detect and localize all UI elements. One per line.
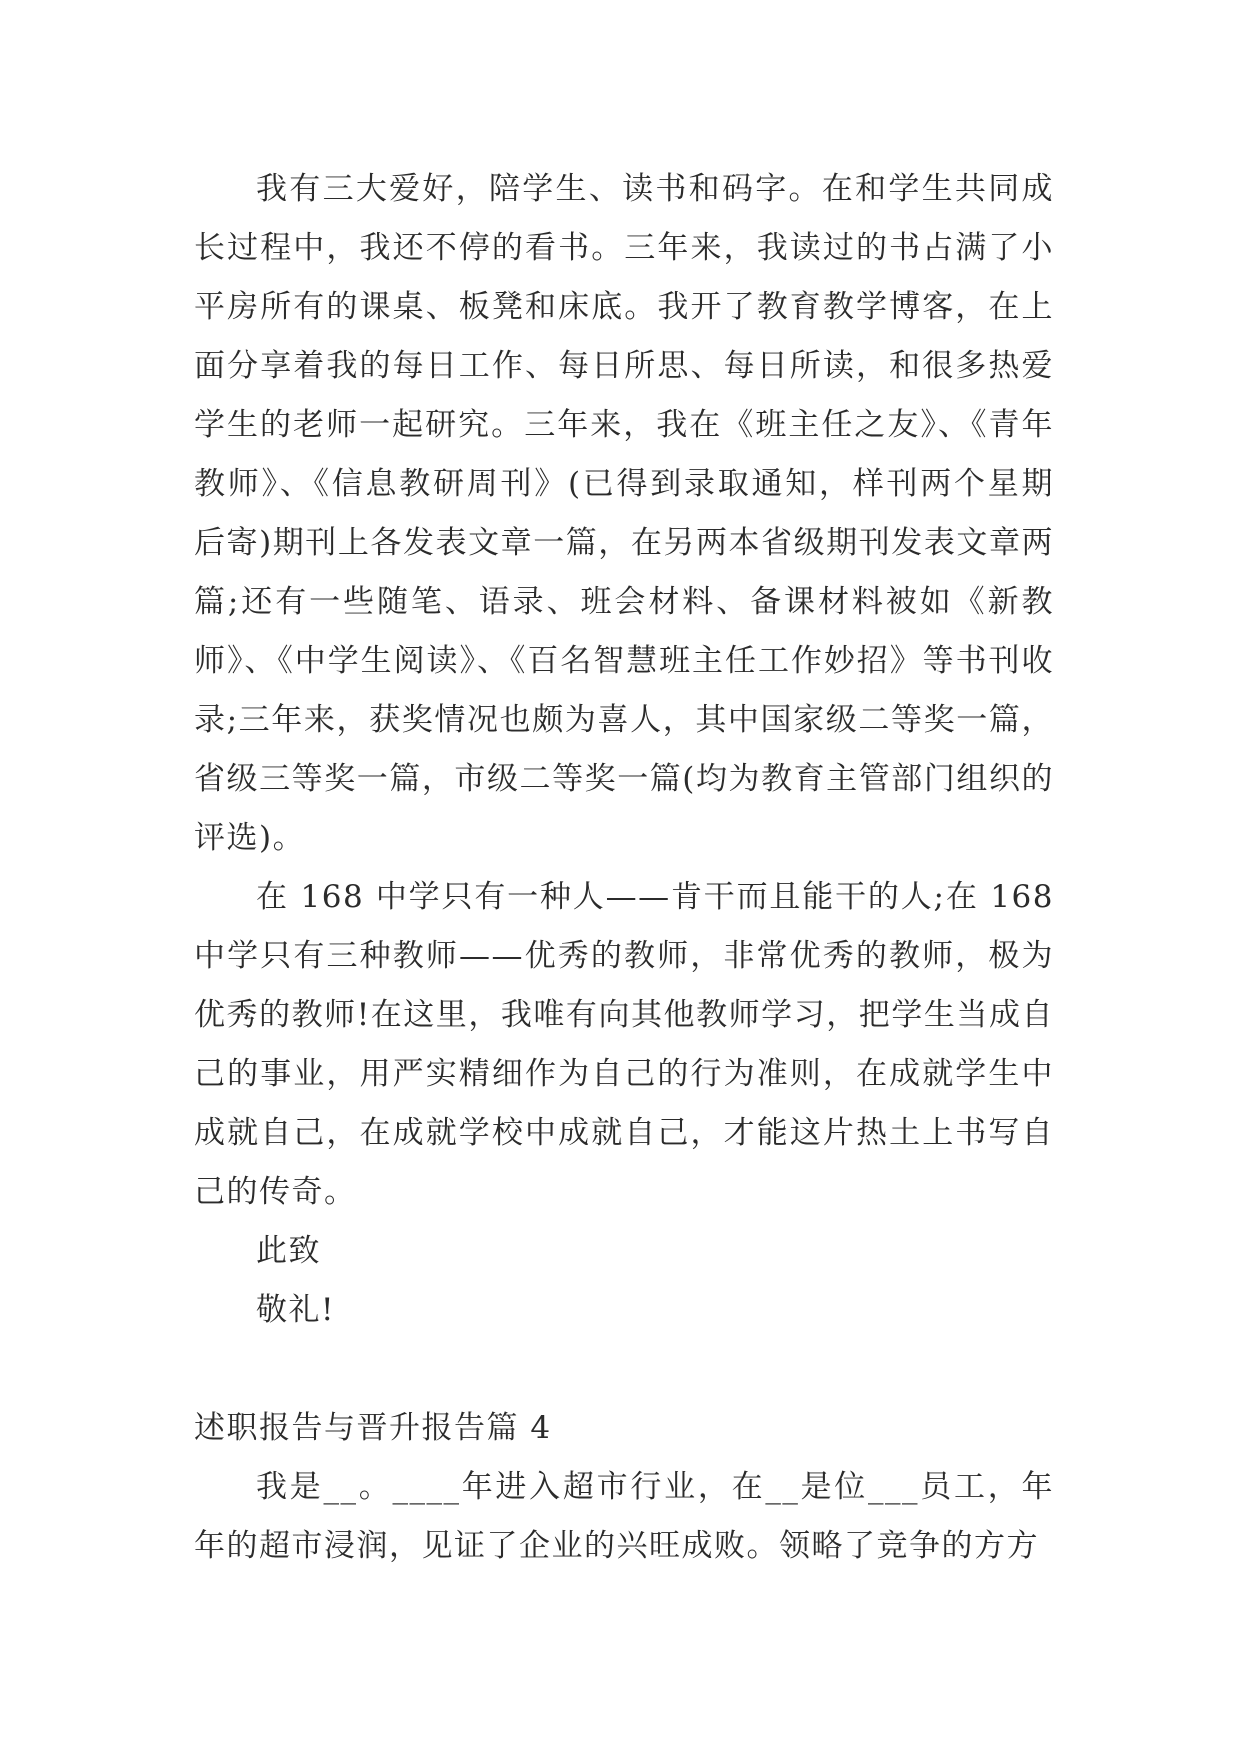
closing-salutation: 此致 bbox=[256, 1233, 321, 1269]
body-paragraph-2: 在 168 中学只有一种人——肯干而且能干的人;在 168 中学只有三种教师——优秀的教师，非常优秀的教师，极为优秀的教师!在这里，我唯有向其他教师学习，把学生当成自己的事业，用严实精细作为自己的行为准则，在成就学生中成就自己，在成就学校中成就自己，才能这片热土上书写自己的传奇。 bbox=[194, 879, 1054, 1210]
document-body bbox=[194, 160, 1054, 1576]
closing-regards: 敬礼! bbox=[256, 1292, 335, 1328]
section-paragraph: 我是__。____年进入超市行业，在__是位___员工，年年的超市浸润，见证了企业的兴旺成败。领略了竞争的方方 bbox=[194, 1469, 1054, 1564]
body-paragraph-1: 我有三大爱好，陪学生、读书和码字。在和学生共同成长过程中，我还不停的看书。三年来，我读过的书占满了小平房所有的课桌、板凳和床底。我开了教育教学博客，在上面分享着我的每日工作、每日所思、每日所读，和很多热爱学生的老师一起研究。三年来，我在《班主任之友》、《青年教师》、《信息教研周刊》(已得到录取通知，样刊两个星期后寄)期刊上各发表文章一篇，在另两本省级期刊发表文章两篇;还有一些随笔、语录、班会材料、备课材料被如《新教师》、《中学生阅读》、《百名智慧班主任工作妙招》等书刊收录;三年来，获奖情况也颇为喜人，其中国家级二等奖一篇，省级三等奖一篇，市级二等奖一篇(均为教育主管部门组织的评选)。 bbox=[194, 171, 1054, 856]
section-heading: 述职报告与晋升报告篇 4 bbox=[194, 1410, 552, 1446]
